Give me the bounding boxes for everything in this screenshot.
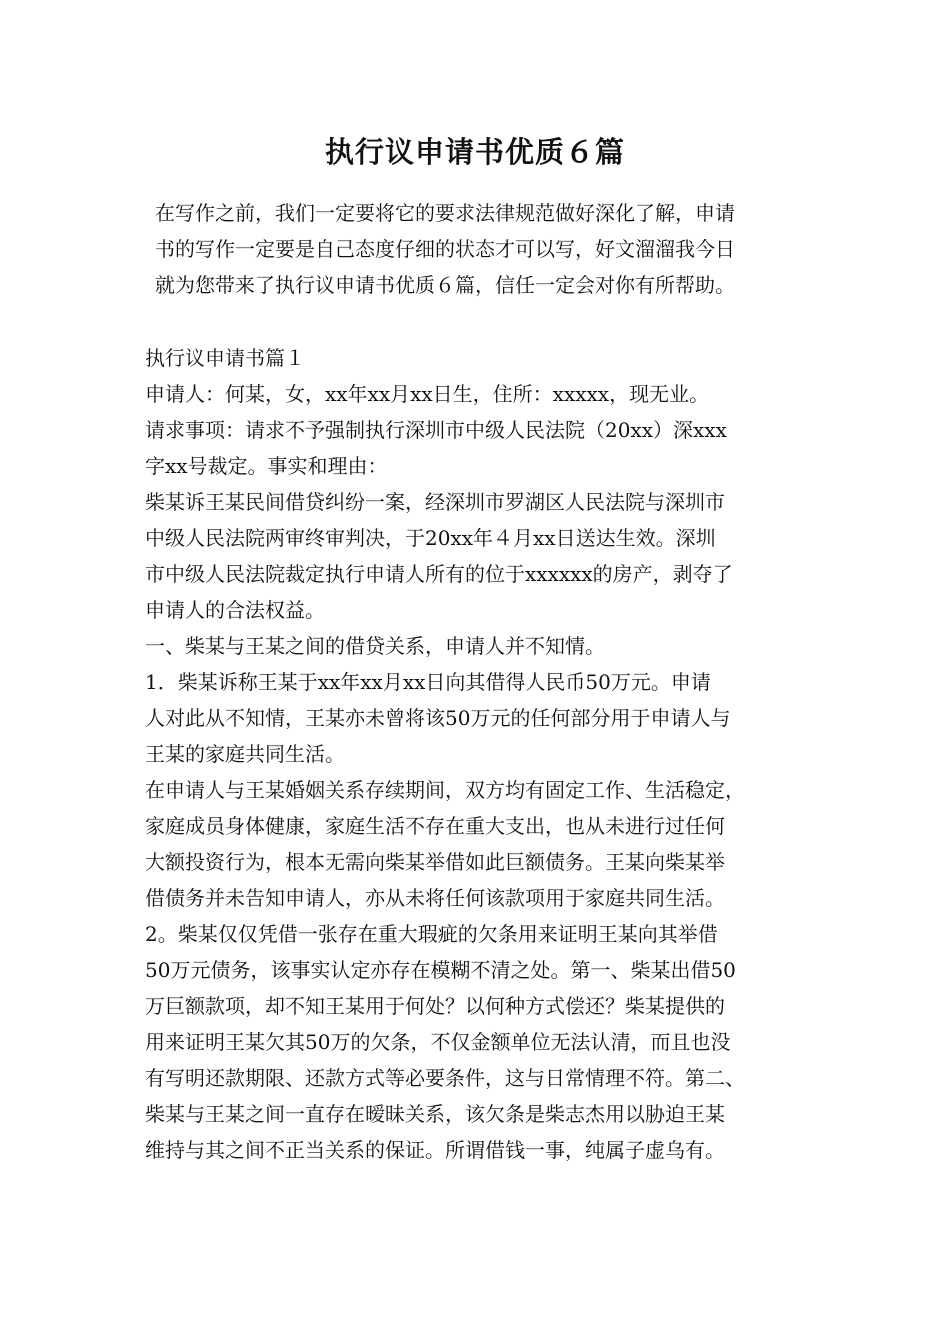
body-line: 借债务并未告知申请人，亦从未将任何该款项用于家庭共同生活。 [145, 886, 725, 910]
body-line: 有写明还款期限、还款方式等必要条件，这与日常情理不符。第二、 [145, 1066, 745, 1090]
body-line: 请求事项：请求不予强制执行深圳市中级人民法院（20xx）深xxx [145, 418, 727, 442]
body-line: 大额投资行为，根本无需向柴某举借如此巨额债务。王某向柴某举 [145, 850, 725, 874]
body-line: 市中级人民法院裁定执行申请人所有的位于xxxxxx的房产，剥夺了 [145, 562, 733, 586]
body-line: 一、柴某与王某之间的借贷关系，申请人并不知情。 [145, 634, 605, 658]
body-line: 家庭成员身体健康，家庭生活不存在重大支出，也从未进行过任何 [145, 814, 725, 838]
body-line: 万巨额款项，却不知王某用于何处？以何种方式偿还？柴某提供的 [145, 994, 725, 1018]
body-line: 维持与其之间不正当关系的保证。所谓借钱一事，纯属子虚乌有。 [145, 1138, 725, 1162]
body-line: 50万元债务，该事实认定亦存在模糊不清之处。第一、柴某出借50 [145, 958, 736, 982]
body-line: 1．柴某诉称王某于xx年xx月xx日向其借得人民币50万元。申请 [145, 670, 711, 694]
body-line: 中级人民法院两审终审判决，于20xx年４月xx日送达生效。深圳 [145, 526, 716, 550]
section-body [145, 340, 825, 1168]
intro-paragraph [145, 195, 825, 303]
intro-line: 就为您带来了执行议申请书优质６篇，信任一定会对你有所帮助。 [155, 273, 735, 297]
document-title: 执行议申请书优质６篇 [324, 135, 625, 169]
body-line: 柴某与王某之间一直存在暧昧关系，该欠条是柴志杰用以胁迫王某 [145, 1102, 725, 1126]
intro-line: 书的写作一定要是自己态度仔细的状态才可以写，好文溜溜我今日 [155, 237, 735, 261]
body-line: 在申请人与王某婚姻关系存续期间，双方均有固定工作、生活稳定， [145, 778, 745, 802]
body-line: 申请人的合法权益。 [145, 598, 325, 622]
body-line: 人对此从不知情，王某亦未曾将该50万元的任何部分用于申请人与 [145, 706, 731, 730]
body-line: 字xx号裁定。事实和理由： [145, 454, 388, 478]
body-line: 2。柴某仅仅凭借一张存在重大瑕疵的欠条用来证明王某向其举借 [145, 922, 718, 946]
body-line: 用来证明王某欠其50万的欠条，不仅金额单位无法认清，而且也没 [145, 1030, 731, 1054]
body-line: 王某的家庭共同生活。 [145, 742, 345, 766]
section-heading: 执行议申请书篇１ [145, 346, 305, 370]
intro-line: 在写作之前，我们一定要将它的要求法律规范做好深化了解，申请 [155, 201, 735, 225]
body-line: 柴某诉王某民间借贷纠纷一案，经深圳市罗湖区人民法院与深圳市 [145, 490, 725, 514]
body-line: 申请人：何某，女，xx年xx月xx日生，住所：xxxxx，现无业。 [145, 382, 710, 406]
